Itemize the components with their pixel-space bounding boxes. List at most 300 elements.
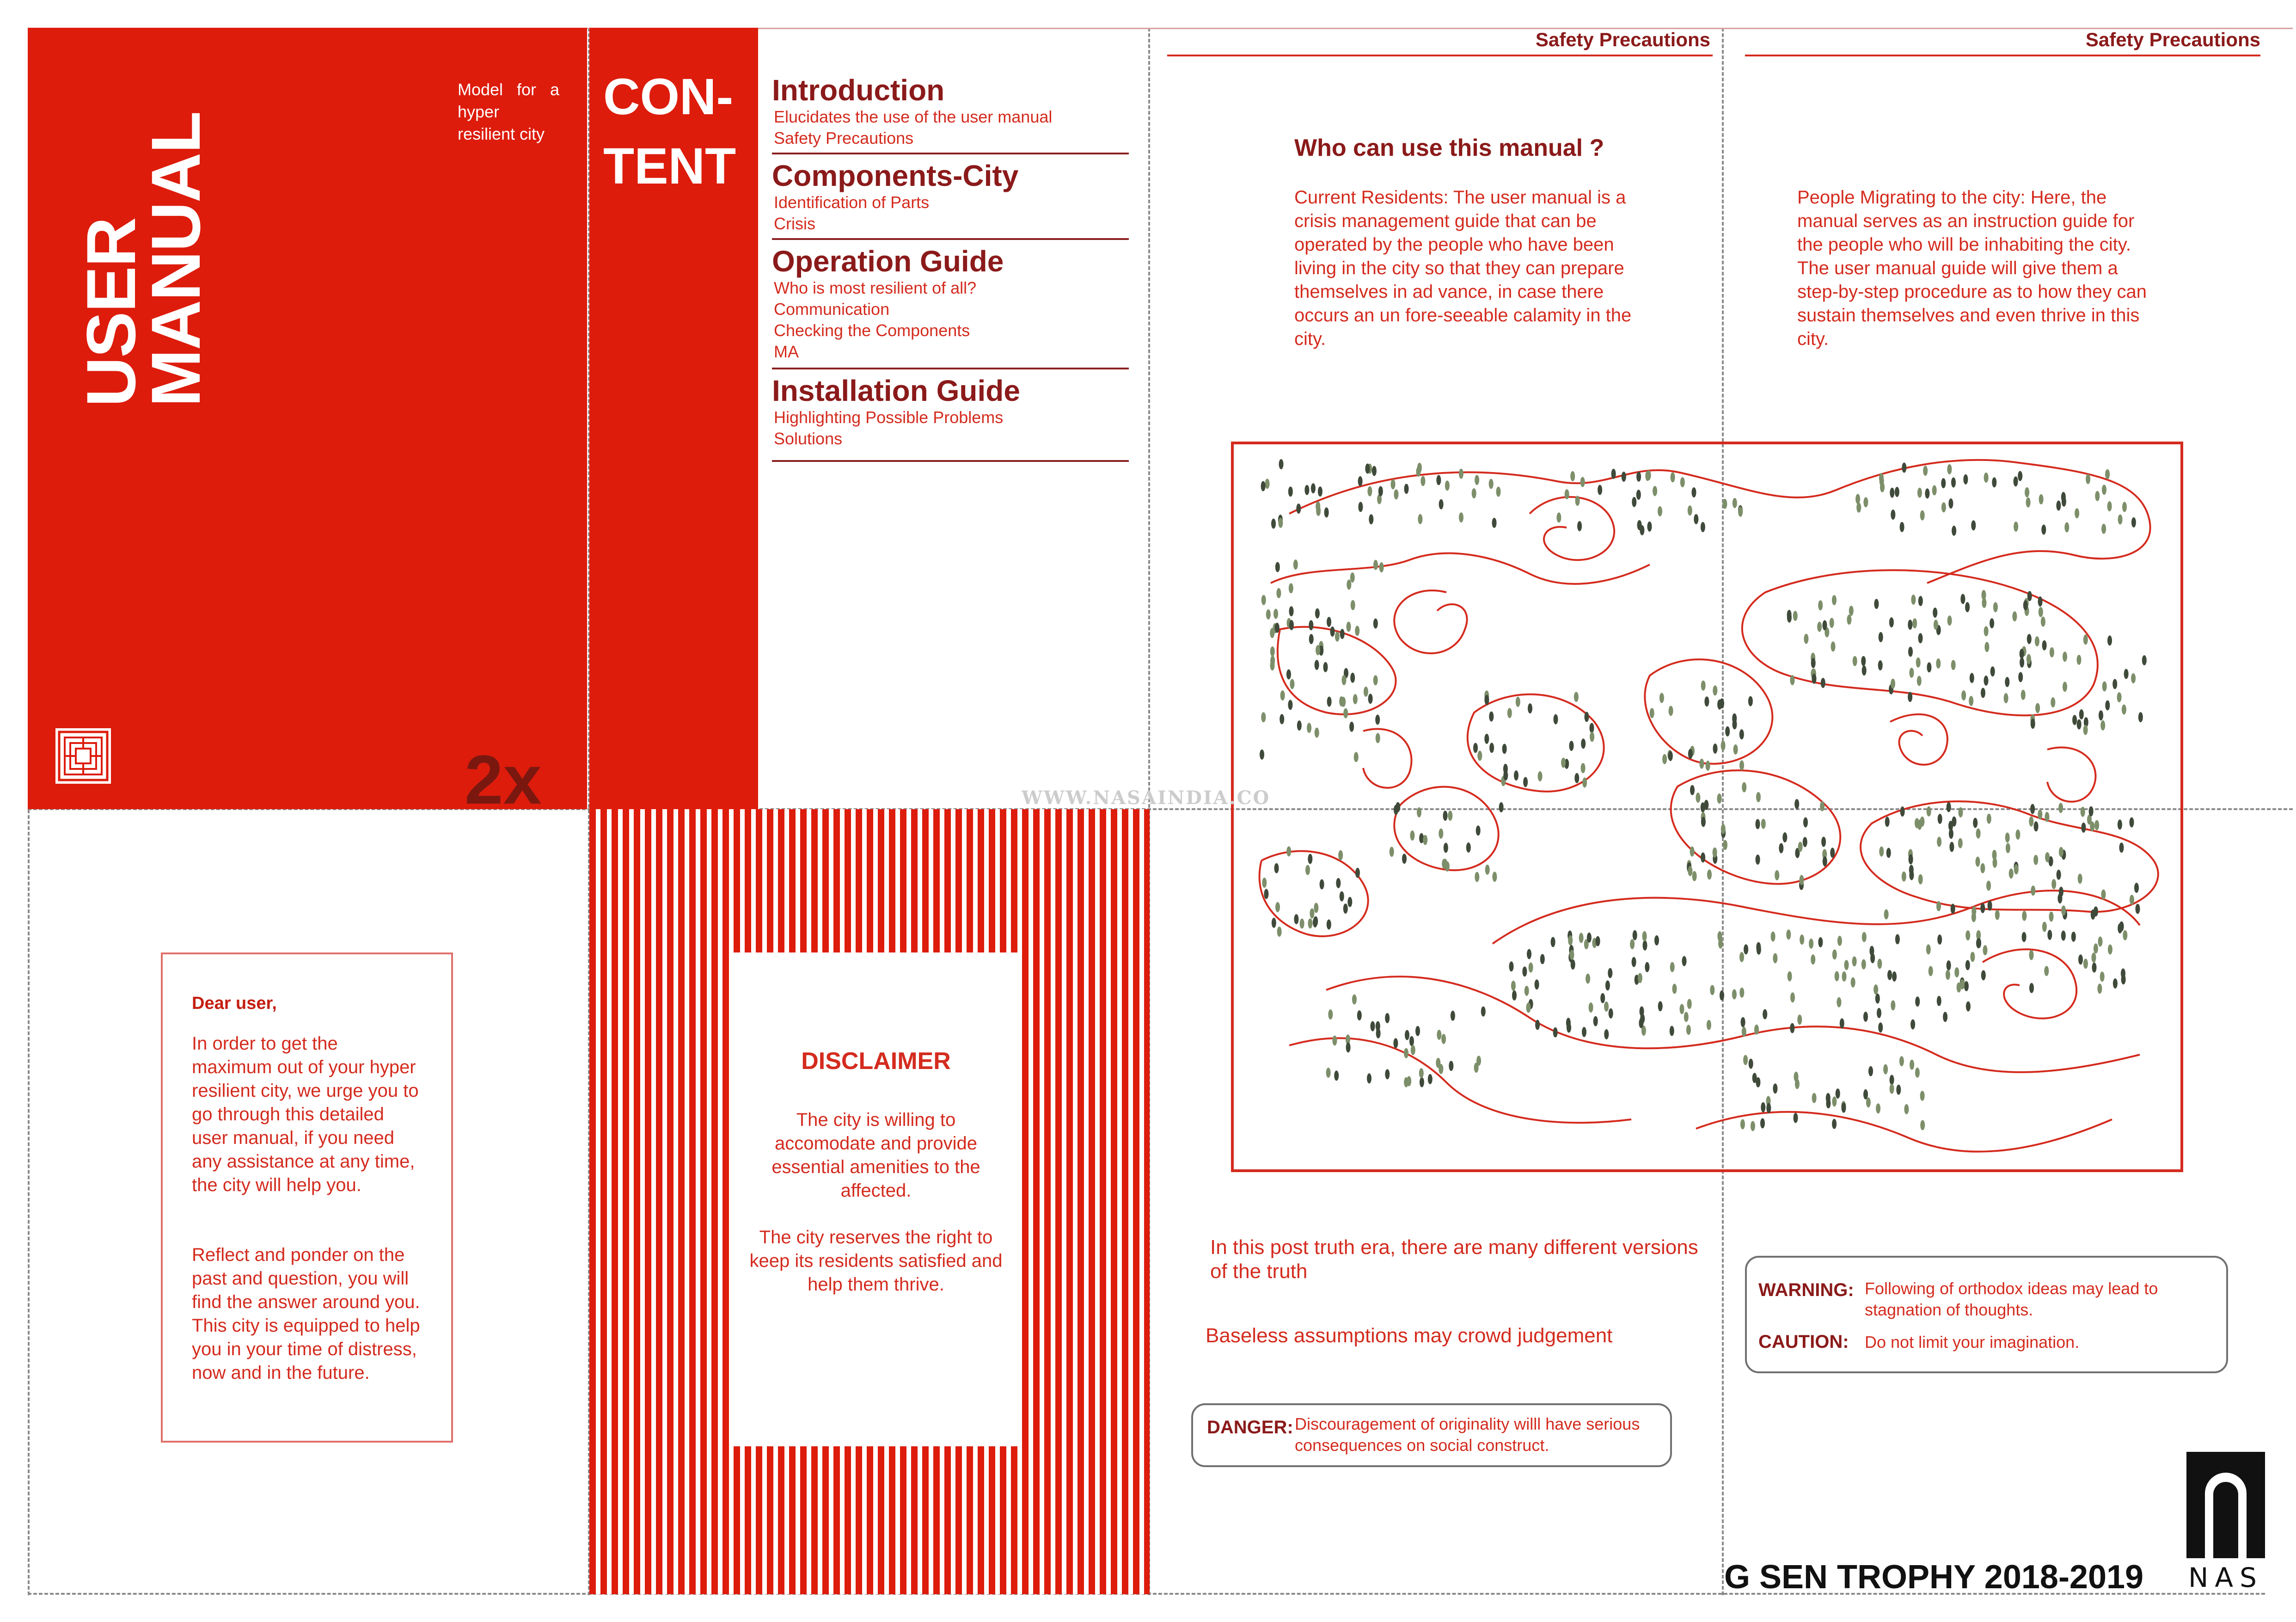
tree-dot	[1821, 678, 1825, 688]
tree-dot	[1448, 811, 1452, 821]
tree-dot	[1971, 912, 1976, 922]
tree-dot	[1688, 505, 1692, 516]
tree-dot	[1535, 979, 1539, 989]
tree-dot	[2029, 950, 2034, 960]
tree-dot	[2029, 983, 2034, 993]
tree-dot	[2094, 906, 2098, 916]
tree-dot	[1760, 1118, 1765, 1128]
tree-dot	[2039, 607, 2043, 617]
tree-dot	[1812, 1093, 1817, 1103]
letter-salutation: Dear user,	[192, 994, 277, 1013]
tree-dot	[1911, 595, 1916, 605]
tree-dot	[1920, 510, 1925, 521]
tree-dot	[1484, 695, 1489, 705]
tree-dot	[1459, 512, 1463, 522]
tree-dot	[2038, 810, 2042, 820]
tree-dot	[1522, 966, 1527, 977]
tree-dot	[2098, 936, 2103, 946]
tree-dot	[1417, 807, 1421, 817]
tree-dot	[2014, 522, 2018, 532]
tree-dot	[1875, 994, 1880, 1004]
tree-dot	[1891, 679, 1895, 689]
tree-dot	[1670, 962, 1675, 972]
tree-dot	[1761, 1102, 1765, 1112]
tree-dot	[2112, 679, 2117, 689]
toc-item: Identification of Parts	[774, 193, 930, 212]
tree-dot	[1899, 1056, 1904, 1066]
tree-dot	[2020, 649, 2024, 659]
tree-dot	[1645, 962, 1649, 972]
tree-dot	[1915, 996, 1920, 1007]
danger-notice	[1191, 1403, 1672, 1467]
tree-dot	[1710, 985, 1714, 995]
tree-dot	[1932, 485, 1937, 495]
tree-dot	[1830, 618, 1834, 628]
tree-dot	[1669, 706, 1673, 716]
tree-dot	[1309, 634, 1314, 644]
tree-dot	[1668, 751, 1673, 761]
tree-dot	[2071, 932, 2076, 942]
disclaimer-card	[730, 952, 1022, 1446]
tree-dot	[1798, 842, 1803, 852]
tree-dot	[1290, 679, 1294, 689]
tree-dot	[1320, 879, 1324, 890]
tree-dot	[1890, 488, 1894, 498]
tree-dot	[1481, 1007, 1486, 1017]
toc-section-operation	[772, 245, 1129, 369]
tree-dot	[1946, 970, 1950, 980]
tree-dot	[1995, 910, 2000, 920]
tree-dot	[1582, 1027, 1586, 1037]
tree-dot	[1879, 632, 1883, 642]
tree-dot	[2142, 655, 2147, 665]
tree-dot	[1355, 868, 1360, 878]
tree-dot	[1915, 818, 1919, 828]
tree-dot	[1910, 1020, 1915, 1030]
tree-dot	[1963, 474, 1968, 485]
tree-dot	[1639, 1018, 1643, 1028]
tree-dot	[1725, 726, 1730, 737]
tree-dot	[1862, 932, 1867, 942]
tree-dot	[1326, 1068, 1331, 1078]
tree-dot	[1965, 960, 1970, 970]
tree-dot	[1658, 1001, 1663, 1011]
tree-dot	[2086, 474, 2090, 484]
tree-dot	[1334, 1070, 1339, 1081]
tree-dot	[1645, 471, 1650, 481]
tree-dot	[1933, 608, 1937, 618]
tree-dot	[2118, 514, 2123, 524]
tree-dot	[1847, 614, 1851, 625]
letter-card	[161, 952, 453, 1443]
tree-dot	[1580, 477, 1585, 487]
tree-dot	[2077, 719, 2082, 730]
tree-dot	[1553, 1027, 1558, 1038]
tree-dot	[2042, 922, 2047, 932]
tree-dot	[1739, 729, 1744, 739]
tree-dot	[1902, 462, 1906, 473]
tree-dot	[2039, 494, 2044, 504]
tree-dot	[1441, 1034, 1446, 1044]
tree-dot	[1826, 1098, 1831, 1108]
tree-dot	[1707, 1020, 1711, 1030]
nas-arch-icon	[2186, 1452, 2265, 1558]
tree-dot	[1622, 472, 1626, 482]
tree-dot	[1803, 817, 1808, 828]
tree-dot	[2094, 943, 2098, 953]
tree-dot	[2004, 693, 2008, 703]
tree-dot	[1574, 692, 1579, 702]
tree-dot	[1980, 863, 1985, 873]
cover-tagline: Model for a hyper resilient city	[458, 80, 559, 143]
tree-dot	[1927, 806, 1931, 817]
tree-dot	[1410, 830, 1414, 841]
disclaimer-title: DISCLAIMER	[801, 1048, 951, 1075]
tree-dot	[1604, 1001, 1609, 1012]
tree-dot	[1941, 502, 1946, 512]
tree-dot	[1443, 811, 1448, 821]
tree-dot	[1589, 1002, 1593, 1013]
tree-dot	[2041, 525, 2046, 535]
tree-dot	[2122, 502, 2127, 512]
tree-dot	[1489, 712, 1494, 722]
tree-dot	[2057, 893, 2062, 903]
tree-dot	[1335, 632, 1340, 642]
tree-dot	[1766, 1103, 1771, 1113]
tree-dot	[1909, 870, 1914, 880]
tree-dot	[1385, 1013, 1390, 1023]
tree-dot	[1351, 600, 1355, 610]
tree-dot	[2015, 829, 2020, 840]
tree-dot	[2025, 487, 2029, 498]
tree-dot	[1842, 1103, 1846, 1113]
tree-dot	[1976, 857, 1980, 867]
tree-dot	[1391, 479, 1396, 489]
tree-dot	[2042, 640, 2047, 651]
tree-dot	[1981, 970, 1986, 980]
tree-dot	[1797, 1014, 1802, 1025]
tree-dot	[1570, 471, 1575, 481]
tree-dot	[2061, 931, 2066, 941]
tree-dot	[1779, 843, 1783, 853]
tree-dot	[1849, 606, 1854, 616]
cover-badge: 2x	[465, 741, 542, 818]
tree-dot	[2045, 812, 2049, 822]
tree-dot	[1947, 960, 1951, 971]
toc-item: Crisis	[774, 214, 815, 233]
tree-dot	[1909, 668, 1914, 678]
tree-dot	[1378, 486, 1383, 496]
tree-dot	[1721, 824, 1726, 834]
tree-dot	[1756, 1077, 1760, 1087]
tree-dot	[1512, 990, 1517, 1001]
tree-dot	[1951, 904, 1955, 914]
tree-dot	[1276, 588, 1281, 598]
tree-dot	[1318, 486, 1322, 497]
tree-dot	[1960, 594, 1965, 604]
toc-item: Communication	[774, 300, 890, 319]
post-truth-statement: In this post truth era, there are many different versions of the truth	[1210, 1236, 1698, 1283]
tree-dot	[1278, 518, 1283, 528]
tree-dot	[1936, 658, 1941, 669]
tree-dot	[1357, 1010, 1362, 1020]
tree-dot	[1733, 498, 1737, 508]
tree-dot	[1723, 840, 1727, 850]
tree-dot	[1818, 600, 1823, 610]
tree-dot	[1315, 608, 1320, 619]
tree-dot	[1367, 1073, 1371, 1083]
tree-dot	[1445, 861, 1450, 872]
tree-dot	[1947, 802, 1951, 812]
tree-dot	[1868, 1066, 1873, 1076]
tree-dot	[1556, 512, 1561, 522]
tree-dot	[2022, 932, 2027, 942]
toc-section-installation	[772, 375, 1129, 462]
tree-dot	[1332, 1036, 1337, 1046]
tree-dot	[2027, 634, 2032, 644]
tree-dot	[1350, 572, 1355, 583]
tree-dot	[1445, 480, 1450, 491]
tree-dot	[1782, 832, 1787, 842]
tree-dot	[2122, 705, 2126, 715]
tree-dot	[1596, 936, 1600, 946]
safety-rule-right	[1745, 55, 2260, 56]
tree-dot	[1376, 1021, 1380, 1032]
tree-dot	[1436, 475, 1441, 485]
tree-dot	[1918, 874, 1923, 885]
tree-dot	[1964, 981, 1969, 991]
tree-dot	[1511, 981, 1516, 991]
tree-dot	[2082, 823, 2086, 833]
tree-dot	[1923, 466, 1928, 476]
tree-dot	[1993, 602, 1998, 612]
tree-dot	[1961, 690, 1966, 700]
tree-dot	[1581, 763, 1586, 773]
tree-dot	[1688, 866, 1692, 876]
tree-dot	[1721, 741, 1726, 751]
nas-logo	[2186, 1452, 2265, 1600]
tree-dot	[1891, 510, 1895, 520]
tree-dot	[1980, 903, 1985, 913]
tree-dot	[1569, 741, 1574, 751]
tree-dot	[1763, 1009, 1767, 1020]
tree-dot	[1852, 956, 1857, 966]
tree-dot	[1701, 681, 1706, 691]
tree-dot	[1340, 629, 1345, 639]
tree-dot	[1502, 744, 1507, 754]
tree-dot	[1260, 750, 1264, 760]
tree-dot	[1527, 949, 1531, 959]
tree-dot	[2102, 682, 2107, 692]
tree-dot	[1339, 696, 1344, 707]
tree-dot	[1771, 932, 1776, 942]
tree-dot	[1394, 805, 1398, 815]
tree-dot	[1886, 848, 1891, 858]
toc-item: MA	[774, 342, 799, 361]
tree-dot	[1958, 838, 1963, 848]
tree-dot	[2083, 958, 2088, 969]
tree-dot	[1581, 738, 1586, 749]
tree-dot	[1658, 506, 1662, 516]
tree-dot	[1289, 583, 1293, 593]
tree-dot	[1757, 945, 1761, 955]
tree-dot	[2079, 709, 2084, 719]
tree-dot	[1947, 464, 1952, 474]
tree-dot	[1368, 694, 1373, 704]
tree-dot	[1990, 618, 1994, 628]
tree-dot	[1756, 854, 1760, 865]
tree-dot	[1812, 674, 1817, 684]
tree-dot	[1920, 1091, 1925, 1101]
tree-dot	[1586, 974, 1590, 984]
tree-dot	[1832, 1096, 1837, 1106]
tree-dot	[1492, 518, 1497, 528]
tree-dot	[1466, 842, 1471, 853]
tree-dot	[1818, 937, 1823, 947]
tree-dot	[2026, 498, 2031, 508]
tree-dot	[1492, 872, 1497, 882]
tree-dot	[2061, 905, 2066, 915]
tree-dot	[1503, 770, 1508, 780]
tree-dot	[1973, 818, 1978, 828]
tree-dot	[1788, 971, 1792, 982]
tree-dot	[1364, 687, 1368, 697]
tree-dot	[1856, 503, 1861, 513]
toc-item: Checking the Components	[774, 321, 970, 340]
tree-dot	[1394, 489, 1398, 499]
tree-dot	[1551, 937, 1555, 947]
tree-dot	[2078, 873, 2082, 884]
tree-dot	[1385, 1069, 1390, 1079]
toc-item: Safety Precautions	[774, 129, 914, 147]
tree-dot	[1308, 854, 1312, 864]
tree-dot	[1918, 633, 1923, 643]
tree-dot	[1742, 1027, 1746, 1037]
tree-dot	[1680, 477, 1685, 487]
tree-dot	[2119, 842, 2124, 853]
tree-dot	[1773, 1083, 1777, 1094]
tree-dot	[1775, 870, 1779, 880]
tree-dot	[1407, 1076, 1411, 1086]
tree-dot	[1496, 486, 1501, 497]
tree-dot	[1686, 1025, 1691, 1035]
tree-dot	[1831, 641, 1836, 651]
tree-dot	[1853, 656, 1857, 666]
tree-dot	[1404, 484, 1409, 494]
tree-dot	[1738, 507, 1743, 517]
tree-dot	[1353, 694, 1358, 704]
tree-dot	[2057, 870, 2061, 880]
tree-dot	[1509, 961, 1514, 971]
tree-dot	[1311, 483, 1316, 493]
tree-dot	[1611, 469, 1616, 479]
tree-dot	[1917, 676, 1922, 686]
tree-dot	[1449, 1061, 1453, 1071]
tree-dot	[1261, 481, 1266, 491]
tree-dot	[2095, 491, 2100, 501]
tree-dot	[1948, 498, 1953, 509]
tree-dot	[2051, 879, 2056, 889]
tree-dot	[1927, 662, 1931, 672]
tree-dot	[1671, 472, 1675, 482]
toc-section-components	[772, 160, 1129, 240]
tree-dot	[1261, 595, 1266, 605]
tree-dot	[1687, 999, 1692, 1009]
tree-dot	[1609, 1008, 1613, 1019]
tree-dot	[1642, 931, 1647, 941]
tree-dot	[1684, 1012, 1689, 1022]
tree-dot	[1324, 507, 1329, 517]
tree-dot	[1327, 617, 1331, 627]
tree-dot	[1880, 482, 1885, 492]
tree-dot	[1590, 731, 1594, 742]
tree-dot	[1918, 596, 1923, 606]
tree-dot	[1575, 496, 1580, 506]
toc-item: Solutions	[774, 429, 843, 448]
tree-dot	[1937, 837, 1941, 847]
tree-dot	[1415, 1026, 1420, 1036]
tree-dot	[2047, 930, 2052, 940]
tree-dot	[1840, 1018, 1844, 1028]
tree-dot	[1773, 953, 1777, 963]
tree-dot	[1365, 464, 1370, 474]
tree-dot	[1832, 949, 1837, 959]
tree-dot	[1984, 676, 1989, 686]
tree-dot	[1743, 1055, 1748, 1065]
tree-dot	[1800, 934, 1804, 945]
tree-dot	[2050, 647, 2054, 657]
tree-dot	[1475, 475, 1479, 485]
tree-dot	[2014, 476, 2018, 486]
tree-dot	[1739, 988, 1744, 998]
tree-dot	[1739, 760, 1744, 770]
tree-dot	[1742, 782, 1746, 793]
tree-dot	[1288, 700, 1292, 710]
tree-dot	[1402, 854, 1407, 864]
letter-paragraph-1: In order to get the maximum out of your hyper resilient city, we urge you to go through this detailed user manual, if you need any assistance at any time, the city will help you.	[192, 1033, 419, 1195]
tree-dot	[2018, 672, 2023, 682]
safety-tag-left: Safety Precautions	[1535, 29, 1710, 50]
map-contour-lines	[1260, 460, 2158, 1152]
warning-text: Following of orthodox ideas may lead to stagnation of thoughts.	[1865, 1279, 2158, 1319]
tree-dot	[1874, 599, 1879, 609]
tree-dot	[1744, 944, 1748, 954]
tree-dot	[1340, 891, 1344, 902]
tree-dot	[1748, 696, 1753, 707]
tree-dot	[1336, 878, 1341, 888]
tree-dot	[1437, 1030, 1441, 1040]
tree-dot	[1811, 954, 1815, 965]
tree-dot	[1261, 712, 1266, 722]
tree-dot	[1800, 875, 1804, 885]
tree-dot	[2045, 852, 2050, 862]
tree-dot	[1926, 944, 1931, 954]
tree-dot	[1327, 919, 1331, 929]
tree-dot	[1718, 939, 1723, 949]
tree-dot	[1265, 479, 1270, 489]
tree-dot	[1761, 819, 1766, 829]
cover-title-line1: USER	[72, 218, 150, 407]
tree-dot	[2058, 803, 2063, 813]
tree-dot	[1662, 754, 1667, 764]
tree-dot	[1565, 489, 1569, 499]
tree-dot	[1879, 847, 1884, 857]
tree-dot	[1832, 1119, 1837, 1129]
tree-dot	[1526, 1002, 1531, 1013]
tree-dot	[1590, 723, 1594, 733]
tree-dot	[1346, 1042, 1351, 1052]
tree-dot	[2107, 635, 2112, 645]
